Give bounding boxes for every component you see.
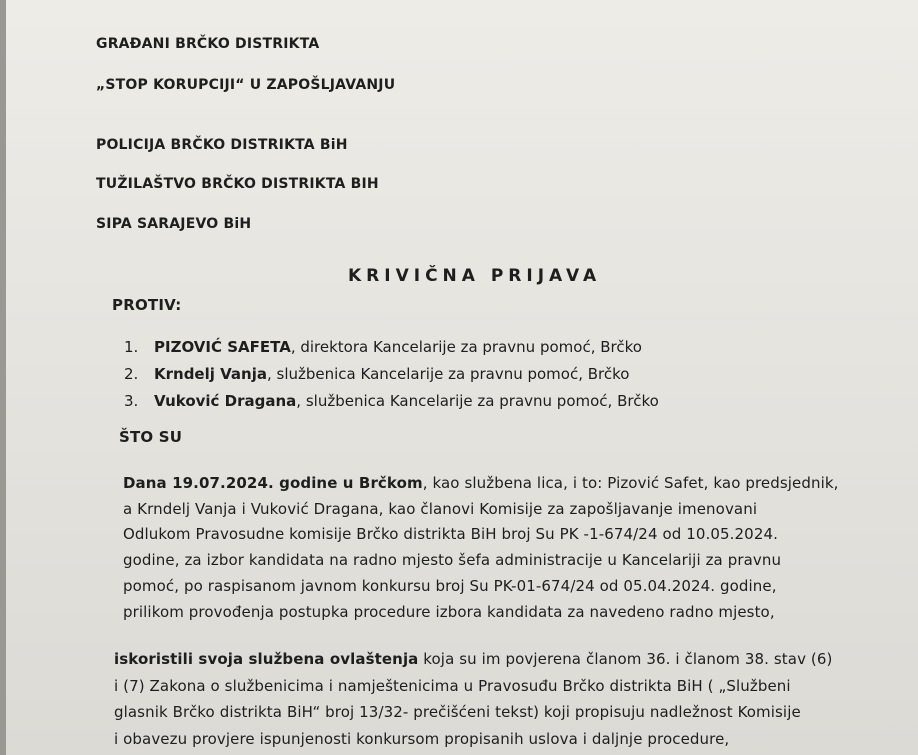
sto-su-heading: ŠTO SU	[119, 428, 183, 446]
para1-line-5: pomoć, po raspisanom javnom konkursu broj Su PK-01-674/24 od 05.04.2024. godine,	[123, 577, 777, 595]
page-edge-shadow	[0, 0, 6, 755]
para2-line-1-rest: koja su im povjerena članom 36. i članom 38. stav (6)	[418, 650, 833, 668]
accused-role: , direktora Kancelarije za pravnu pomoć, Brčko	[290, 338, 642, 356]
accused-item-1	[124, 338, 642, 356]
para1-line-1	[123, 474, 839, 492]
para1-line-2: a Krndelj Vanja i Vuković Dragana, kao članovi Komisije za zapošljavanje imenovani	[123, 500, 758, 518]
accused-role: , službenica Kancelarije za pravnu pomoć, Brčko	[296, 392, 659, 410]
accused-number: 2.	[124, 365, 139, 383]
accused-number: 3.	[124, 392, 139, 410]
recipient-prosecutor: TUŽILAŠTVO BRČKO DISTRIKTA BIH	[96, 176, 379, 192]
para2-line-2: i (7) Zakona o službenicima i namještenicima u Pravosuđu Brčko distrikta BiH ( „Službeni	[114, 677, 791, 695]
para1-line-1-rest: , kao službena lica, i to: Pizović Safet, kao predsjednik,	[422, 474, 839, 492]
para2-bold-start: iskoristili svoja službena ovlaštenja	[114, 650, 419, 668]
recipient-sipa: SIPA SARAJEVO BiH	[96, 216, 252, 232]
accused-name: Vuković Dragana	[154, 392, 297, 410]
para2-line-3: glasnik Brčko distrikta BiH“ broj 13/32- prečišćeni tekst) koji propisuju nadležnost Komisije	[114, 703, 801, 721]
para1-line-3: Odlukom Pravosudne komisije Brčko distrikta BiH broj Su PK -1-674/24 od 10.05.2024.	[123, 525, 778, 543]
accused-item-2	[124, 365, 629, 383]
sender-line-1: GRAĐANI BRČKO DISTRIKTA	[96, 36, 320, 52]
para1-line-6: prilikom provođenja postupka procedure izbora kandidata za navedeno radno mjesto,	[123, 603, 775, 621]
para2-line-1	[114, 650, 832, 668]
para1-line-4: godine, za izbor kandidata na radno mjesto šefa administracije u Kancelariji za pravnu	[123, 551, 782, 569]
para2-line-4: i obavezu provjere ispunjenosti konkursom propisanih uslova i daljnje procedure,	[114, 730, 730, 748]
accused-number: 1.	[124, 338, 139, 356]
document-title: KRIVIČNA PRIJAVA	[348, 266, 602, 286]
against-label: PROTIV:	[112, 296, 182, 314]
accused-name: PIZOVIĆ SAFETA	[154, 338, 291, 356]
para1-bold-start: Dana 19.07.2024. godine u Brčkom	[123, 474, 423, 492]
accused-role: , službenica Kancelarije za pravnu pomoć, Brčko	[266, 365, 630, 383]
sender-line-2: „STOP KORUPCIJI“ U ZAPOŠLJAVANJU	[96, 77, 396, 93]
recipient-police: POLICIJA BRČKO DISTRIKTA BiH	[96, 137, 348, 153]
accused-name: Krndelj Vanja	[154, 365, 267, 383]
accused-item-3	[124, 392, 659, 410]
